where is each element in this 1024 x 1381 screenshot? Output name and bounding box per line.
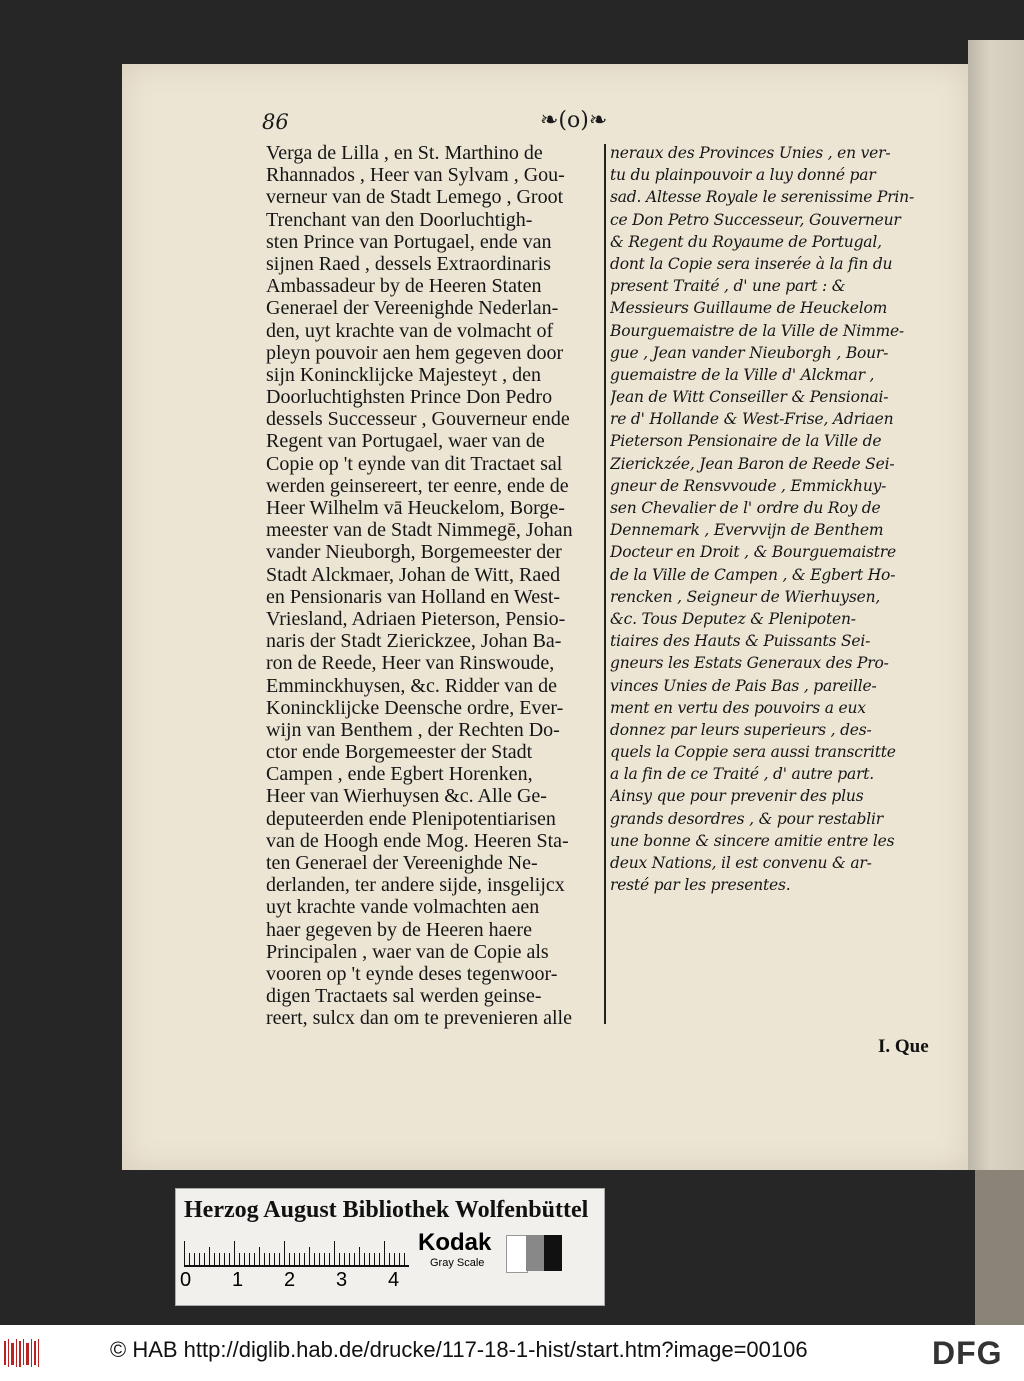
adjacent-page-edge: [968, 40, 1024, 1170]
ruler-tick: [404, 1253, 405, 1265]
text-line: werden geinsereert, ter eenre, ende de: [266, 474, 569, 497]
text-line: re d' Hollande & West-Frise, Adriaen: [610, 410, 894, 429]
ruler-tick: [329, 1253, 330, 1265]
text-line: Trenchant van den Doorluchtigh-: [266, 208, 533, 231]
copyright-url[interactable]: © HAB http://diglib.hab.de/drucke/117-18-1-hist/start.htm?image=00106: [110, 1337, 808, 1362]
ruler-tick: [209, 1247, 210, 1265]
text-line: meester van de Stadt Nimmegē, Johan: [266, 519, 573, 542]
text-line: ten Generael der Vereenighde Ne-: [266, 852, 538, 874]
gray-scale-caption: Gray Scale: [430, 1257, 485, 1269]
text-line: Generael der Vereenighde Nederlan-: [266, 297, 559, 320]
text-line: Copie op 't eynde van dit Tractaet sal: [266, 452, 563, 475]
text-line: grands desordres , & pour restablir: [610, 809, 883, 828]
catchword: I. Que: [878, 1036, 929, 1057]
french-text-column: [610, 142, 970, 896]
ruler-tick: [234, 1241, 235, 1265]
scale-ruler: [184, 1239, 409, 1267]
text-line: tu du plainpouvoir a luy donné par: [610, 166, 876, 185]
ruler-number: 1: [232, 1269, 244, 1291]
text-line: present Traité , d' une part : &: [610, 277, 846, 296]
ruler-tick: [359, 1247, 360, 1265]
ruler-tick: [319, 1253, 320, 1265]
ruler-tick: [229, 1253, 230, 1265]
ruler-tick: [189, 1253, 190, 1265]
text-line: Docteur en Droit , & Bourguemaistre: [610, 543, 896, 562]
text-line: wijn van Benthem , der Rechten Do-: [266, 718, 560, 741]
text-line: gneurs les Estats Generaux des Pro-: [610, 654, 889, 673]
gray-swatch-white: [506, 1235, 528, 1273]
ruler-number: 0: [180, 1269, 192, 1291]
text-line: Emminckhuysen, &c. Ridder van de: [266, 674, 558, 697]
text-line: gneur de Rensvvoude , Emmickhuy-: [610, 476, 887, 495]
ruler-tick: [219, 1253, 220, 1265]
gray-swatch-mid: [526, 1235, 544, 1271]
ruler-tick: [194, 1253, 195, 1265]
text-line: Vriesland, Adriaen Pieterson, Pensio-: [266, 607, 566, 630]
kodak-logo: Kodak: [418, 1229, 492, 1256]
text-line: une bonne & sincere amitie entre les: [610, 831, 895, 850]
text-line: ron de Reede, Heer van Rinswoude,: [266, 652, 555, 675]
ruler-tick: [239, 1253, 240, 1265]
ruler-tick: [254, 1253, 255, 1265]
ruler-tick: [264, 1253, 265, 1265]
ruler-tick: [349, 1253, 350, 1265]
ruler-tick: [369, 1253, 370, 1265]
page-number: 86: [262, 110, 289, 134]
text-line: de la Ville de Campen , & Egbert Ho-: [610, 565, 896, 584]
ruler-tick: [344, 1253, 345, 1265]
text-line: vander Nieuborgh, Borgemeester der: [266, 541, 562, 564]
text-line: Messieurs Guillaume de Heuckelom: [610, 299, 888, 318]
text-line: & Regent du Royaume de Portugal,: [610, 232, 882, 251]
text-line: Zierickzée, Jean Baron de Reede Sei-: [610, 454, 895, 473]
ruler-tick: [204, 1253, 205, 1265]
text-line: derlanden, ter andere sijde, insgelijcx: [266, 874, 565, 897]
text-line: naris der Stadt Zierickzee, Johan Ba-: [266, 630, 562, 653]
text-line: haer gegeven by de Heeren haere: [266, 918, 532, 941]
ruler-tick: [309, 1247, 310, 1265]
ruler-tick: [244, 1253, 245, 1265]
text-line: Pieterson Pensionaire de la Ville de: [610, 432, 882, 451]
text-line: guemaistre de la Ville d' Alckmar ,: [610, 365, 875, 384]
text-line: Campen , ende Egbert Horenken,: [266, 763, 533, 786]
text-line: neraux des Provinces Unies , en ver-: [610, 144, 891, 162]
library-label: [175, 1188, 605, 1306]
ruler-tick: [399, 1253, 400, 1265]
ruler-tick: [294, 1253, 295, 1265]
text-line: Heer Wilhelm vā Heuckelom, Borge-: [266, 497, 565, 519]
text-line: tiaires des Hauts & Puissants Sei-: [610, 632, 871, 651]
ruler-tick: [339, 1253, 340, 1265]
ruler-tick: [394, 1253, 395, 1265]
text-line: den, uyt krachte van de volmacht of: [266, 319, 554, 342]
ruler-number: 2: [284, 1269, 296, 1291]
ruler-tick: [214, 1253, 215, 1265]
ruler-tick: [279, 1253, 280, 1265]
ruler-number: 3: [336, 1269, 348, 1291]
ruler-tick: [184, 1241, 185, 1265]
column-divider: [604, 144, 606, 1024]
text-line: sijnen Raed , dessels Extraordinaris: [266, 252, 551, 275]
text-line: uyt krachte vande volmachten aen: [266, 896, 540, 919]
text-line: sten Prince van Portugael, ende van: [266, 230, 552, 253]
ruler-tick: [334, 1241, 335, 1265]
text-line: Jean de Witt Conseiller & Pensionai-: [610, 388, 889, 407]
ruler-tick: [354, 1253, 355, 1265]
text-line: Ainsy que pour prevenir des plus: [610, 787, 864, 806]
text-line: quels la Coppie sera aussi transcritte: [610, 743, 896, 762]
text-line: Regent van Portugael, waer van de: [266, 430, 545, 453]
ruler-tick: [389, 1253, 390, 1265]
text-line: Bourguemaistre de la Ville de Nimme-: [610, 321, 904, 340]
text-line: van de Hoogh ende Mog. Heeren Sta-: [266, 829, 569, 852]
text-line: vinces Unies de Pais Bas , pareille-: [610, 676, 877, 695]
barcode-icon: [4, 1337, 40, 1369]
text-line: ce Don Petro Successeur, Gouverneur: [610, 210, 901, 229]
ruler-tick: [249, 1253, 250, 1265]
text-line: Konincklijcke Deensche ordre, Ever-: [266, 696, 564, 719]
text-line: Ambassadeur by de Heeren Staten: [266, 275, 542, 298]
text-line: verneur van de Stadt Lemego , Groot: [266, 186, 564, 209]
ruler-tick: [269, 1253, 270, 1265]
text-line: sen Chevalier de l' ordre du Roy de: [610, 499, 881, 517]
text-line: vooren op 't eynde deses tegenwoor-: [266, 962, 558, 985]
text-line: Stadt Alckmaer, Johan de Witt, Raed: [266, 563, 561, 586]
ruler-tick: [299, 1253, 300, 1265]
ruler-tick: [259, 1247, 260, 1265]
text-line: sijn Konincklijcke Majesteyt , den: [266, 363, 541, 386]
text-line: digen Tractaets sal werden geinse-: [266, 985, 542, 1008]
text-line: rencken , Seigneur de Wierhuysen,: [610, 587, 881, 606]
dfg-logo: DFG: [932, 1335, 1003, 1371]
text-line: donnez par leurs superieurs , des-: [610, 720, 872, 739]
text-line: dont la Copie sera inserée à la fin du: [610, 254, 893, 273]
ruler-tick: [324, 1253, 325, 1265]
text-line: Principalen , waer van de Copie als: [266, 940, 549, 963]
dutch-text-column: [266, 142, 606, 1030]
text-line: Heer van Wierhuysen &c. Alle Ge-: [266, 785, 547, 808]
ruler-tick: [364, 1253, 365, 1265]
ruler-tick: [224, 1253, 225, 1265]
text-line: dessels Successeur , Gouverneur ende: [266, 408, 570, 431]
ruler-tick: [374, 1253, 375, 1265]
header-ornament: ❧(o)❧: [540, 108, 608, 133]
text-line: deputeerden ende Plenipotentiarisen: [266, 807, 556, 830]
ruler-tick: [199, 1253, 200, 1265]
ruler-number: 4: [388, 1269, 400, 1291]
text-line: sad. Altesse Royale le serenissime Prin-: [610, 188, 914, 207]
ruler-tick: [379, 1253, 380, 1265]
text-line: Doorluchtighsten Prince Don Pedro: [266, 386, 553, 409]
text-line: Dennemark , Evervvijn de Benthem: [610, 521, 884, 540]
library-label-title: Herzog August Bibliothek Wolfenbüttel: [184, 1197, 589, 1223]
text-line: &c. Tous Deputez & Plenipoten-: [610, 609, 856, 628]
text-line: ctor ende Borgemeester der Stadt: [266, 741, 533, 764]
text-line: resté par les presentes.: [610, 876, 791, 895]
ruler-tick: [284, 1241, 285, 1265]
text-line: gue , Jean vander Nieuborgh , Bour-: [610, 343, 889, 362]
text-line: pleyn pouvoir aen hem gegeven door: [266, 341, 564, 364]
gray-swatch-black: [544, 1235, 562, 1271]
text-line: reert, sulcx dan om te prevenieren alle: [266, 1007, 572, 1030]
ruler-tick: [304, 1253, 305, 1265]
ruler-tick: [289, 1253, 290, 1265]
text-line: en Pensionaris van Holland en West-: [266, 585, 561, 608]
ruler-tick: [384, 1241, 385, 1265]
text-line: deux Nations, il est convenu & ar-: [610, 854, 872, 872]
ruler-tick: [314, 1253, 315, 1265]
text-line: a la fin de ce Traité , d' autre part.: [610, 765, 875, 784]
ruler-tick: [274, 1253, 275, 1265]
footer-bar: [0, 1325, 1024, 1381]
text-line: ment en vertu des pouvoirs a eux: [610, 698, 866, 717]
text-line: Verga de Lilla , en St. Marthino de: [266, 142, 543, 164]
text-line: Rhannados , Heer van Sylvam , Gou-: [266, 164, 565, 187]
adjacent-page-shadow: [975, 1170, 1024, 1325]
